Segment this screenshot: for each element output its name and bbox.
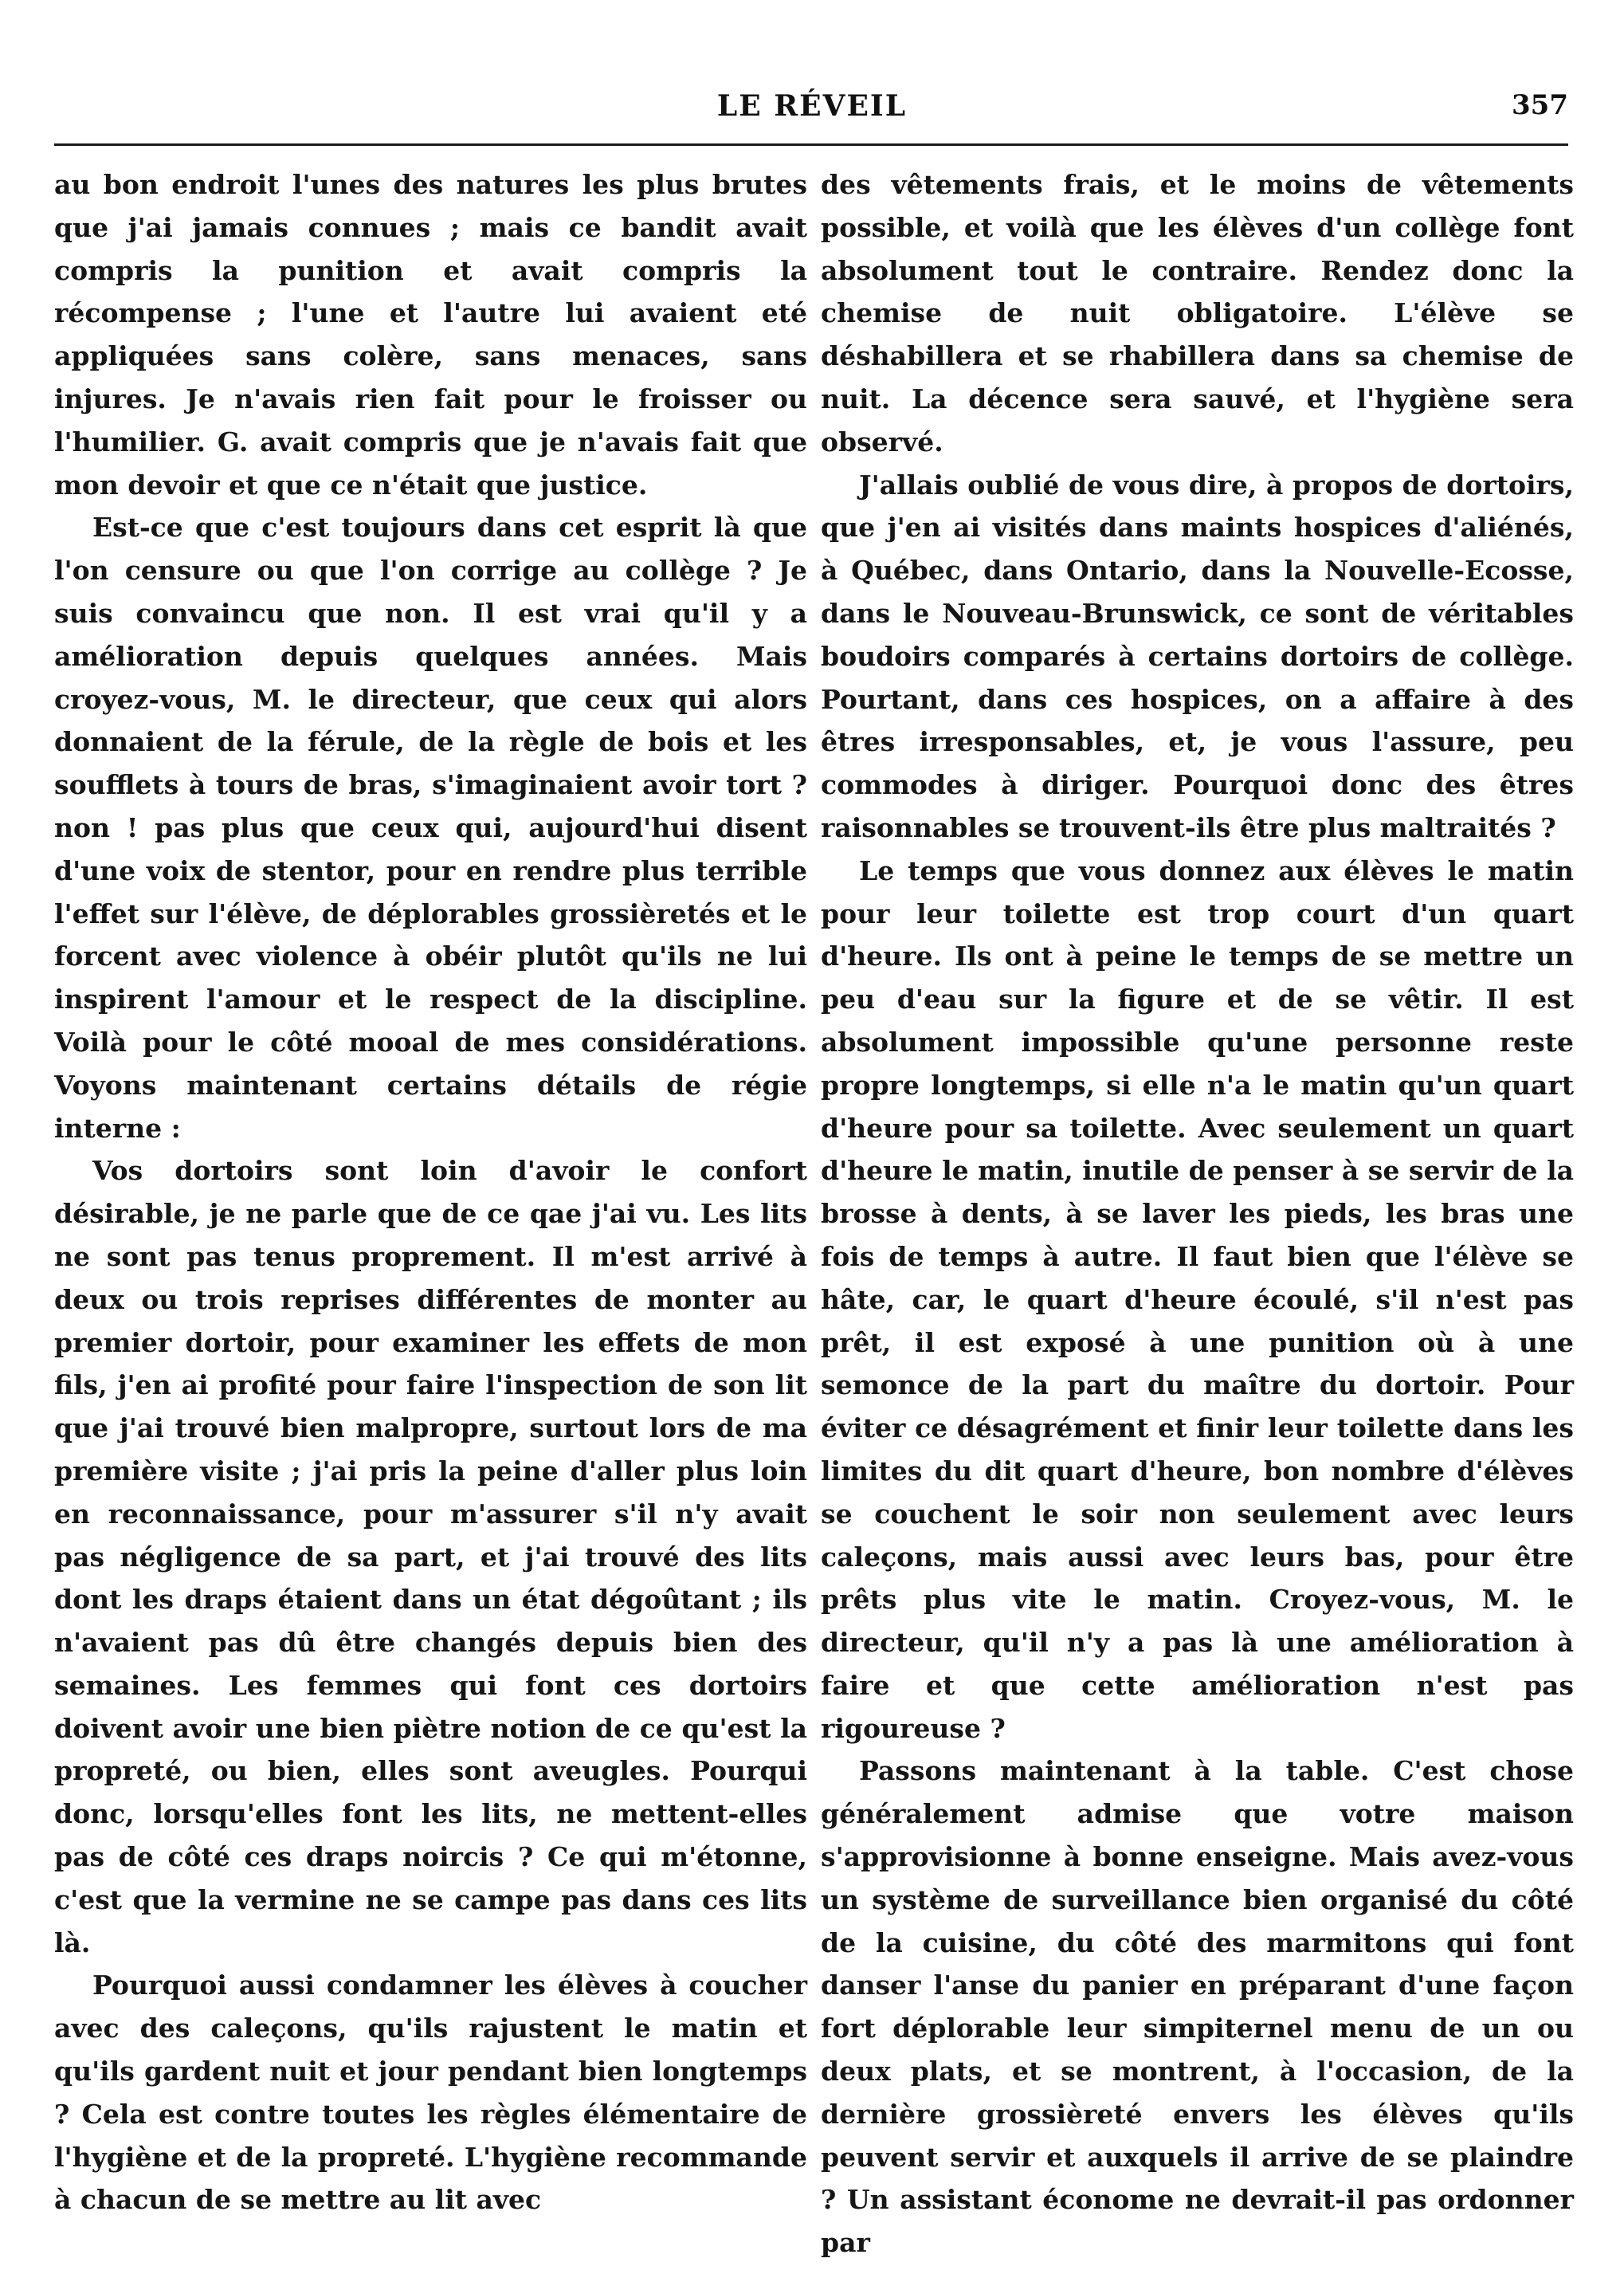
paragraph: Vos dortoirs sont loin d'avoir le confort désirable, je ne parle que de ce qae j'ai vu. Les lits ne sont pas tenus proprement. Il m'est arrivé à deux ou trois reprises différentes de monter au premier dortoir, pour examiner les effets de mon fils, j'en ai profité pour faire l'inspection de son lit que j'ai trouvé bien malpropre, surtout lors de ma première visite ; j'ai pris la peine d'aller plus loin en reconnaissance, pour m'assurer s'il n'y avait pas négligence de sa part, et j'ai trouvé des lits dont les draps étaient dans un état dégoûtant ; ils n'avaient pas dû être changés depuis bien des semaines. Les femmes qui font ces dortoirs doivent avoir une bien piètre notion de ce qu'est la propreté, ou bien, elles sont aveugles. Pourqui donc, lorsqu'elles font les lits, ne mettent-elles pas de côté ces draps noircis ? Ce qui m'étonne, c'est que la vermine ne se campe pas dans ces lits là. — [54, 1155, 807, 1958]
paragraph: au bon endroit l'unes des natures les plus brutes que j'ai jamais connues ; mais ce bandit avait compris la punition et avait compris la récompense ; l'une et l'autre lui avaient eté appliquées sans colère, sans menaces, sans injures. Je n'avais rien fait pour le froisser ou l'humilier. G. avait compris que je n'avais fait que mon devoir et que ce n'était que justice. — [54, 169, 807, 501]
paragraph: Passons maintenant à la table. C'est chose généralement admise que votre maison s'approvisionne à bonne enseigne. Mais avez-vous un système de surveillance bien organisé du côté de la cuisine, du côté des marmitons qui font danser l'anse du panier en préparant d'une façon fort déplorable leur simpiternel menu de un ou deux plats, et se montrent, à l'occasion, de la dernière grossièreté envers les élèves qu'ils peuvent servir et auxquels il arrive de se plaindre ? Un assistant économe ne devrait-il pas ordonner par — [821, 1755, 1574, 2259]
paragraph: des vêtements frais, et le moins de vêtements possible, et voilà que les élèves d'un collège font absolument tout le contraire. Rendez donc la chemise de nuit obligatoire. L'élève se déshabillera et se rhabillera dans sa chemise de nuit. La décence sera sauvé, et l'hygiène sera observé. — [821, 169, 1574, 458]
paragraph: J'allais oublié de vous dire, à propos de dortoirs, que j'en ai visités dans maints hospices d'aliénés, à Québec, dans Ontario, dans la Nouvelle-Ecosse, dans le Nouveau-Brunswick, ce sont de véritables boudoirs comparés à certains dortoirs de collège. Pourtant, dans ces hospices, on a affaire à des êtres irresponsables, et, je vous l'assure, peu commodes à diriger. Pourquoi donc des êtres raisonnables se trouvent-ils être plus maltraités ? — [821, 469, 1574, 843]
right-column — [821, 163, 1574, 2264]
left-column — [54, 163, 807, 2221]
page-number: 357 — [1512, 89, 1568, 121]
running-title: LE RÉVEIL — [716, 89, 908, 123]
paragraph: Est-ce que c'est toujours dans cet esprit là que l'on censure ou que l'on corrige au collège ? Je suis convaincu que non. Il est vrai qu'il y a amélioration depuis quelques années. Mais croyez-vous, M. le directeur, que ceux qui alors donnaient de la férule, de la règle de bois et les soufflets à tours de bras, s'imaginaient avoir tort ? non ! pas plus que ceux qui, aujourd'hui disent d'une voix de stentor, pour en rendre plus terrible l'effet sur l'élève, de déplorables grossièretés et le forcent avec violence à obéir plutôt qu'ils ne lui inspirent l'amour et le respect de la discipline. Voilà pour le côté mooal de mes considérations. Voyons maintenant certains détails de régie interne : — [54, 512, 807, 1144]
page-header — [0, 0, 1624, 151]
paragraph: Le temps que vous donnez aux élèves le matin pour leur toilette est trop court d'un quart d'heure. Ils ont à peine le temps de se mettre un peu d'eau sur la figure et de se vêtir. Il est absolument impossible qu'une personne reste propre longtemps, si elle n'a le matin qu'un quart d'heure pour sa toilette. Avec seulement un quart d'heure le matin, inutile de penser à se servir de la brosse à dents, à se laver les pieds, les bras une fois de temps à autre. Il faut bien que l'élève se hâte, car, le quart d'heure écoulé, s'il n'est pas prêt, il est exposé à une punition où à une semonce de la part du maître du dortoir. Pour éviter ce désagrément et finir leur toilette dans les limites du dit quart d'heure, bon nombre d'élèves se couchent le soir non seulement avec leurs caleçons, mais aussi avec leurs bas, pour être prêts plus vite le matin. Croyez-vous, M. le directeur, qu'il n'y a pas là une amélioration à faire et que cette amélioration n'est pas rigoureuse ? — [821, 854, 1574, 1744]
header-rule — [54, 143, 1568, 146]
paragraph: Pourquoi aussi condamner les élèves à coucher avec des caleçons, qu'ils rajustent le matin et qu'ils gardent nuit et jour pendant bien longtemps ? Cela est contre toutes les règles élémentaire de l'hygiène et de la propreté. L'hygiène recommande à chacun de se mettre au lit avec — [54, 1970, 807, 2216]
